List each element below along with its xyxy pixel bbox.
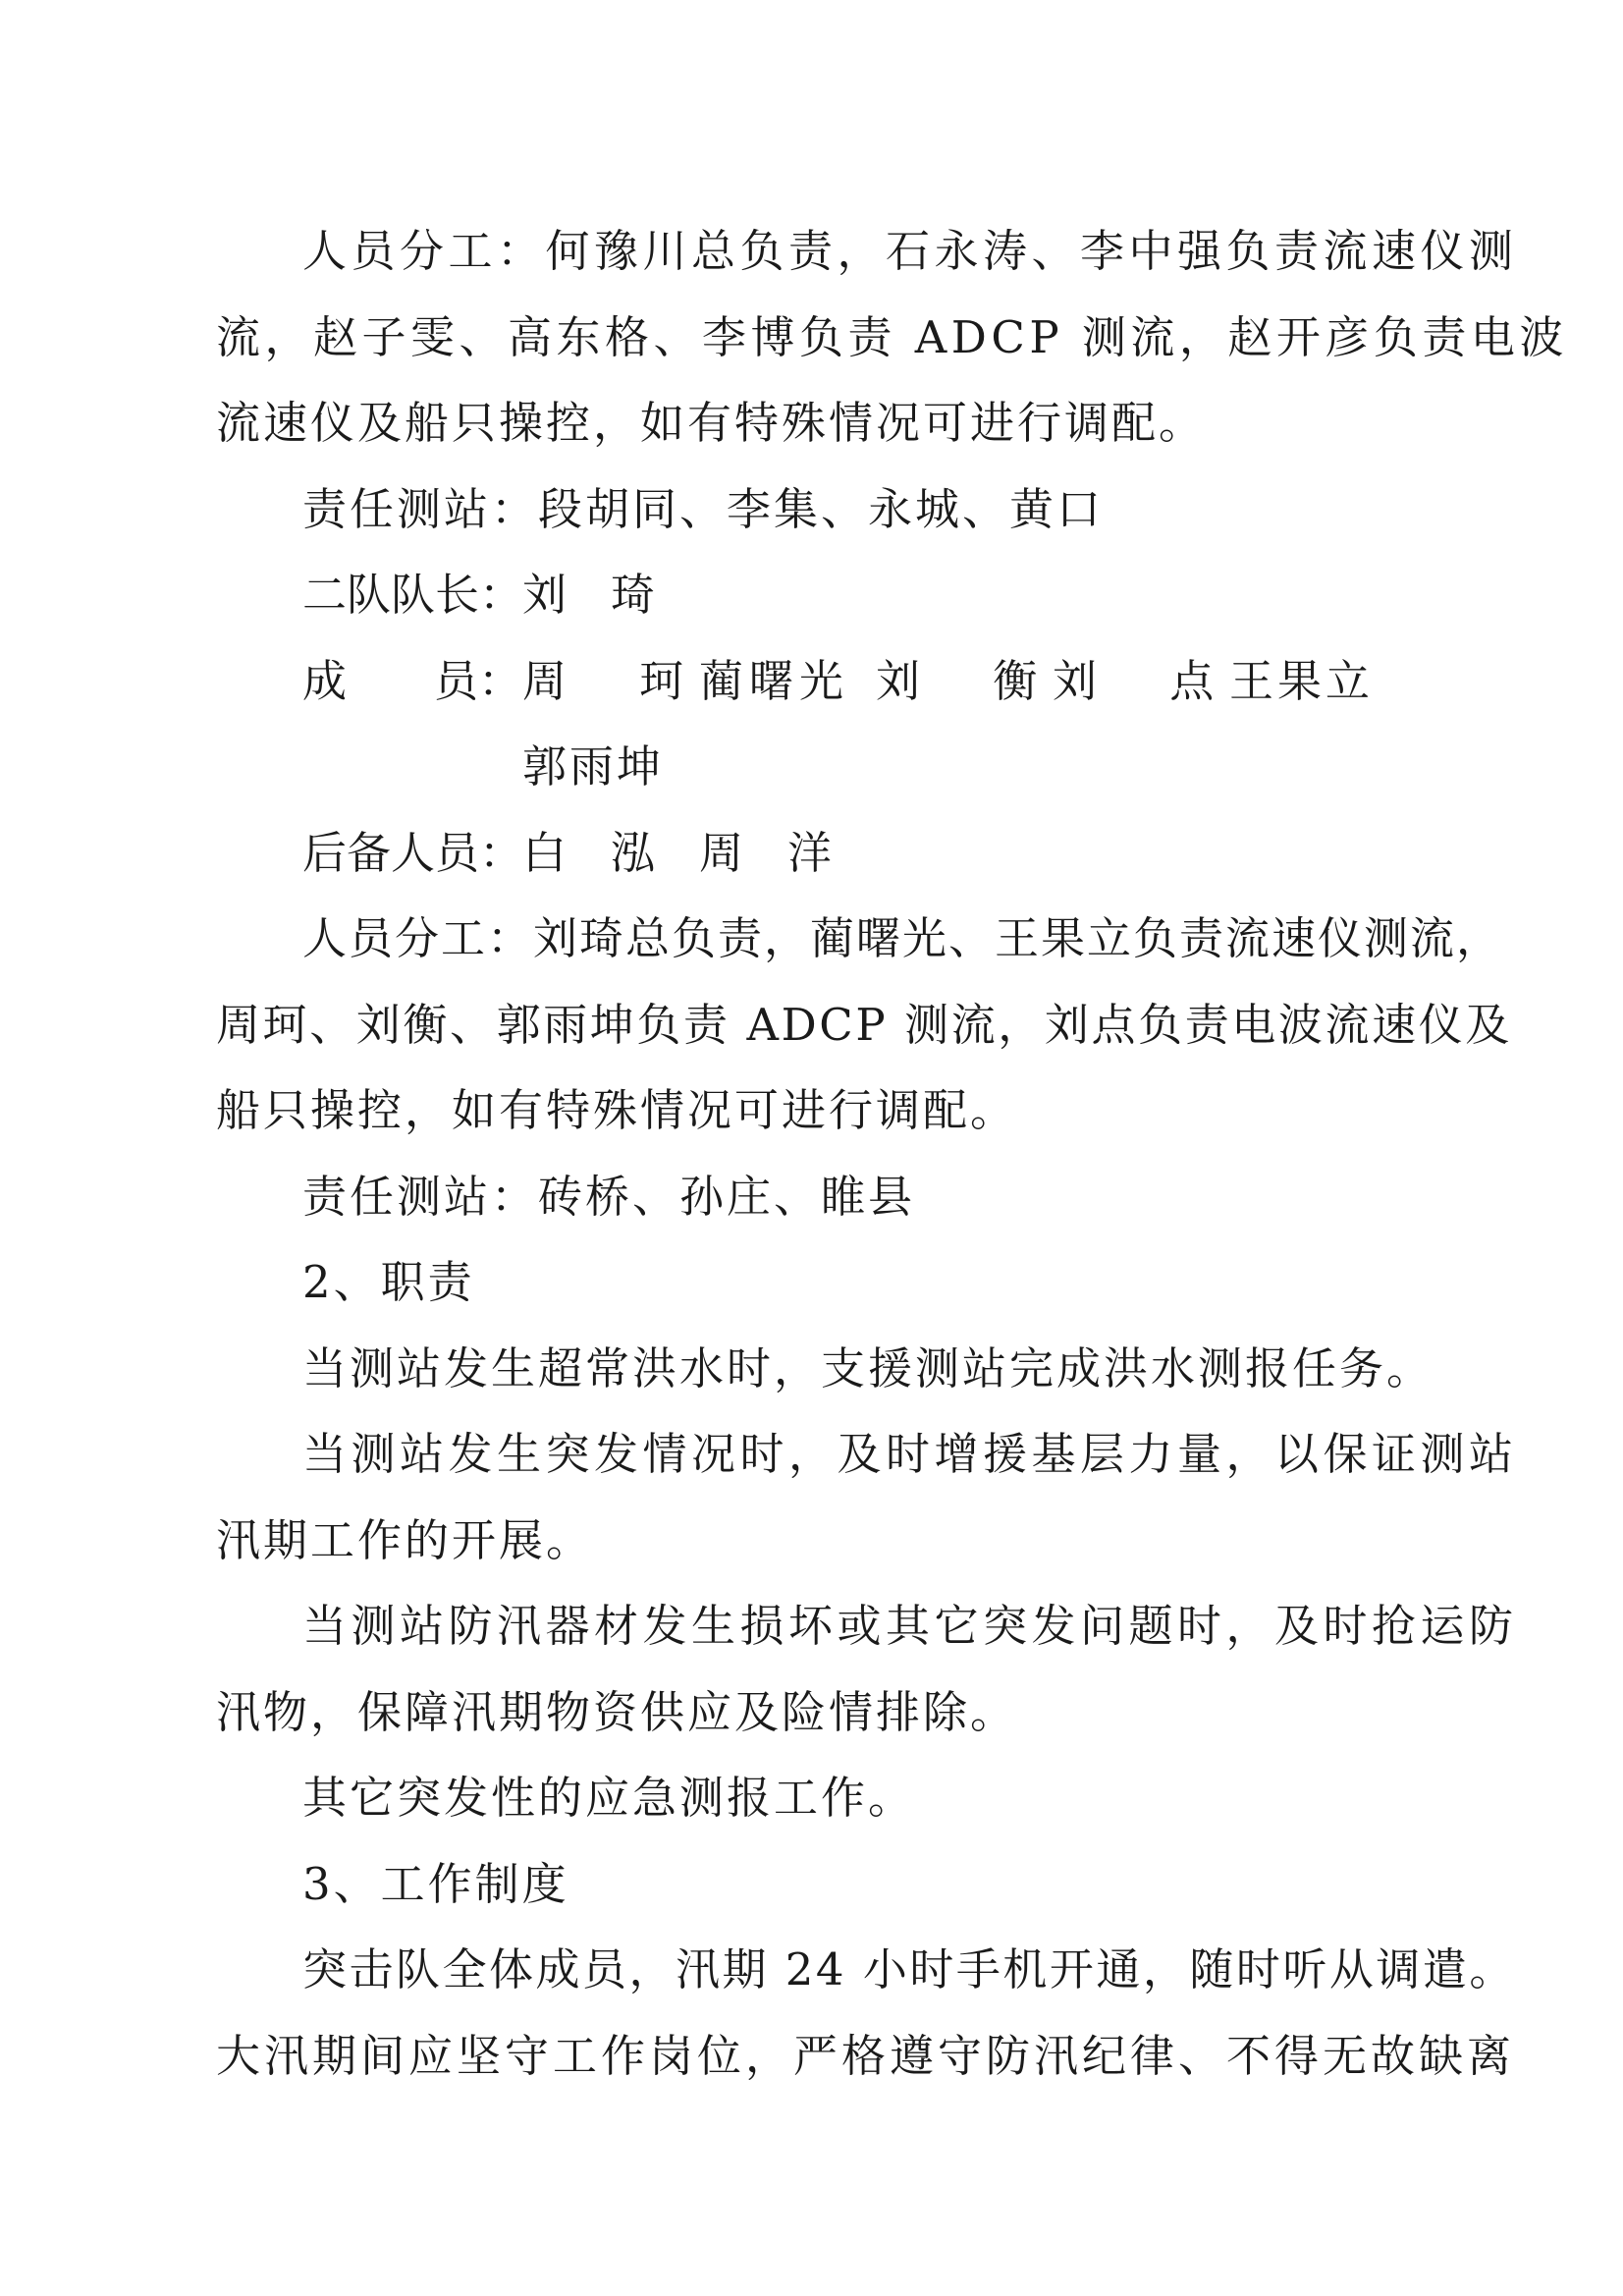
duty-paragraph-4: 其它突发性的应急测报工作。 (302, 1772, 916, 1824)
section-heading-duties: 2、职责 (302, 1256, 475, 1308)
member-name: 蔺曙光 (699, 655, 850, 707)
members-label-part2: 员： (434, 655, 523, 707)
work-rules-paragraph-line2: 大汛期间应坚守工作岗位，严格遵守防汛纪律、不得无故缺离 (216, 2030, 1516, 2082)
member-name: 刘 点 (1053, 655, 1244, 707)
members-label-part1: 成 (302, 655, 348, 707)
staff-assignment-team2-line3: 船只操控，如有特殊情况可进行调配。 (216, 1084, 1018, 1136)
backup-staff-label: 后备人员： (302, 827, 524, 879)
member-name-continued: 郭雨坤 (522, 740, 665, 793)
member-name: 周 珂 (522, 655, 714, 707)
staff-assignment-team1-line2: 流，赵子雯、高东格、李博负责 ADCP 测流，赵开彦负责电波 (216, 311, 1568, 363)
staff-assignment-team2-line2: 周珂、刘衡、郭雨坤负责 ADCP 测流，刘点负责电波流速仪及 (216, 999, 1512, 1051)
backup-name-part: 白 (522, 827, 568, 879)
duty-paragraph-3-line1: 当测站防汛器材发生损坏或其它突发问题时，及时抢运防 (302, 1600, 1518, 1652)
duty-paragraph-1: 当测站发生超常洪水时，支援测站完成洪水测报任务。 (302, 1342, 1434, 1394)
backup-name-part: 洋 (787, 827, 833, 879)
responsible-stations-team1: 责任测站：段胡同、李集、永城、黄口 (302, 483, 1105, 535)
staff-assignment-team1-line1: 人员分工：何豫川总负责，石永涛、李中强负责流速仪测 (302, 225, 1518, 277)
duty-paragraph-2-line2: 汛期工作的开展。 (216, 1514, 594, 1566)
duty-paragraph-2-line1: 当测站发生突发情况时，及时增援基层力量，以保证测站 (302, 1428, 1518, 1480)
work-rules-paragraph-line1: 突击队全体成员，汛期 24 小时手机开通，随时听从调遣。 (302, 1943, 1516, 1995)
staff-assignment-team2-line1: 人员分工：刘琦总负责，蔺曙光、王果立负责流速仪测流， (302, 912, 1503, 964)
member-name: 王果立 (1229, 655, 1375, 707)
responsible-stations-team2: 责任测站：砖桥、孙庄、睢县 (302, 1171, 916, 1223)
backup-name-part: 周 (699, 827, 744, 879)
member-name: 刘 衡 (876, 655, 1067, 707)
backup-name-part: 泓 (611, 827, 656, 879)
team2-captain-name-part2: 琦 (611, 569, 656, 621)
duty-paragraph-3-line2: 汛物，保障汛期物资供应及险情排除。 (216, 1686, 1018, 1738)
team2-captain-name-part1: 刘 (522, 569, 568, 621)
staff-assignment-team1-line3: 流速仪及船只操控，如有特殊情况可进行调配。 (216, 397, 1207, 449)
section-heading-work-rules: 3、工作制度 (302, 1858, 569, 1910)
team2-captain-label: 二队队长： (302, 569, 524, 621)
